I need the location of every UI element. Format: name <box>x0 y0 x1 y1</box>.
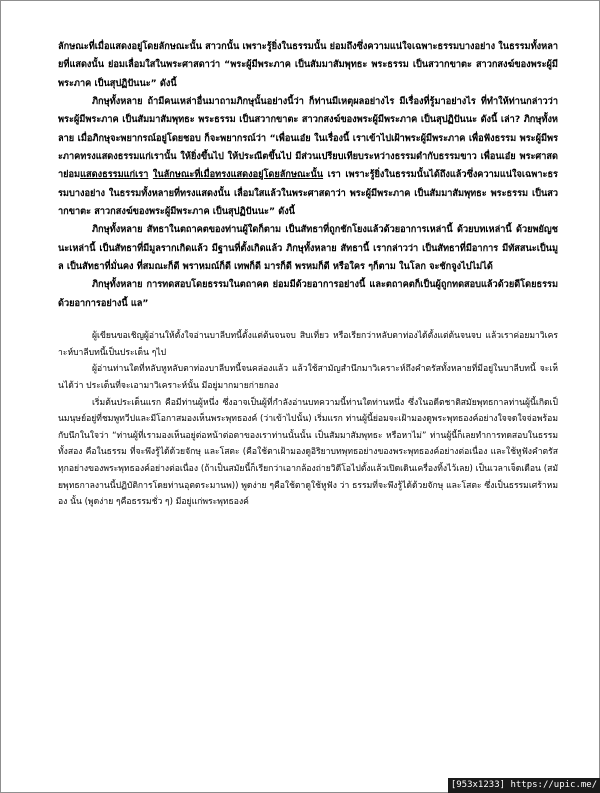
commentary-paragraph: ผู้อ่านท่านใดที่หลับหูหลับตาท่องบาลีบทนี้จนคล่องแล้ว แล้วใช้สามัญสำนึกมาวิเคราะห์ถึงคำตรัสทั้งหลายที่มีอยู่ในบาลีบทนี้ จะเห็นได้ว่า ประเด็นที่จะเอามาวิเคราะห์นั้น มีอยู่มากมายก่ายกอง <box>58 364 558 391</box>
paragraph-text: เรา เพราะรู้ยิ่งในธรรมนั้นได้ถึงแล้วซึ่งความแน่ใจเฉพาะธรรมบางอย่าง ในธรรมทั้งหลายที่ทรงแสดงนั้น เลื่อมใสแล้วในพระศาสดาว่า พระผู้มีพระภาค เป็นสัมมาสัมพุทธะ พระธรรม เป็นสวากขาตะ สาวกสงฆ์ของพระผู้มีพระภาค เป็นสุปฏิปันนะ” ดังนี้ <box>58 169 558 218</box>
paragraph: ลักษณะที่เมื่อแสดงอยู่โดยลักษณะนั้น สาวกนั้น เพราะรู้ยิ่งในธรรมนั้น ย่อมถึงซึ่งความแน่ใจเฉพาะธรรมบางอย่าง ในธรรมทั้งหลายที่แสดงนั้น ย่อมเลื่อมใสในพระศาสดาว่า “พระผู้มีพระภาค เป็นสัมมาสัมพุทธะ พระธรรม เป็นสวากขาตะ สาวกสงฆ์ของพระผู้มีพระภาค เป็นสุปฏิปันนะ” ดังนี้ <box>58 41 558 89</box>
paragraph: ภิกษุทั้งหลาย การทดสอบโดยธรรมในตถาคต ย่อมมีด้วยอาการอย่างนี้ และตถาคตก็เป็นผู้ถูกทดสอบแล้วด้วยดีโดยธรรม ด้วยอาการอย่างนี้ แล” <box>58 279 558 309</box>
document-body <box>58 38 558 511</box>
paragraph-text: ภิกษุทั้งหลาย ถ้ามีคนเหล่าอื่นมาถามภิกษุนั้นอย่างนี้ว่า ก็ท่านมีเหตุผลอย่างไร มีเรื่องที่รู้มาอย่างไร ที่ทำให้ท่านกล่าวว่า พระผู้มีพระภาค เป็นสัมมาสัมพุทธะ พระธรรม เป็นสวากขาตะ สาวกสงฆ์ของพระผู้มีพระภาค เป็นสุปฏิปันนะ ดังนี้ เล่า? ภิกษุทั้งหลาย เมื่อภิกษุจะพยากรณ์อยู่โดยชอบ ก็จะพยากรณ์ว่า “เพื่อนเอ๋ย ในเรื่องนี้ เราเข้าไปเฝ้าพระผู้มีพระภาค เพื่อฟังธรรม พระผู้มีพระภาคทรงแสดงธรรมแก่เรานั้น ให้ยิ่งขึ้นไป ให้ประณีตขึ้นไป มีส่วนเปรียบเทียบระหว่างธรรมดำกับธรรมขาว เพื่อนเอ๋ย พระศาสดาย่อม <box>58 96 558 181</box>
watermark-bar: [953x1233] https://upic.me/ <box>448 778 600 793</box>
commentary-paragraph: เริ่มต้นประเด็นแรก คือมีท่านผู้หนึ่ง ซึ่งอาจเป็นผู้ที่กำลังอ่านบทความนี้ท่านใดท่านหนึ่ง ซึ่งในอดีตชาติสมัยพุทธกาลท่านผู้นี้เกิดเป็นมนุษย์อยู่ที่ชมพูทวีปและมีโอกาสมองเห็นพระพุทธองค์ (ว่าเข้าไปนั้น) เริ่มแรก ท่านผู้นี้ย่อมจะเฝ้ามองดูพระพุทธองค์อย่างใจจดใจจ่อพร้อมกับนึกในใจว่า “ท่านผู้ที่เรามองเห็นอยู่ต่อหน้าต่อตาของเราท่านนั้นนั้น เป็นสัมมาสัมพุทธะ หรือหาไม่” ท่านผู้นี้ก็เลยทำการทดสอบในธรรมทั้งสอง คือในธรรม ที่จะพึงรู้ได้ด้วยจักษุ และโสตะ (คือใช้ตาเฝ้ามองดูอิริยาบทพุทธอย่างของพระพุทธองค์อย่างต่อเนื่อง และใช้หูฟังคำตรัสทุกอย่างของพระพุทธองค์อย่างต่อเนื่อง (ถ้าเป็นสมัยนี้ก็เรียกว่าเอากล้องถ่ายวิดีโอไปตั้งแล้วเปิดเดินเครื่องทิ้งไว้เลย) เป็นเวลาเจ็ดเดือน (สมัยพุทธกาลงานนี้ปฏิบัติการโดยท่านอุตตระมานพ)) พูดง่าย ๆคือใช้ตาดูใช้หูฟัง ว่า ธรรมที่จะพึงรู้ได้ด้วยจักษุ และโสตะ ซึ่งเป็นธรรมเศร้าหมอง นั้น (พูดง่าย ๆคือธรรมชั่ว ๆ) มีอยู่แก่พระพุทธองค์ <box>58 397 558 508</box>
paragraph: ภิกษุทั้งหลาย สัทธาในตถาคตของท่านผู้ใดก็ตาม เป็นสัทธาที่ถูกชักโยงแล้วด้วยอาการเหล่านี้ ด้วยบทเหล่านี้ ด้วยพยัญชนะเหล่านี้ เป็นสัทธาที่มีมูลรากเกิดแล้ว มีฐานที่ตั้งเกิดแล้ว ภิกษุทั้งหลาย สัทธานี้ เรากล่าวว่า เป็นสัทธาที่มีอาการ มีทัสสนะเป็นมูล เป็นสัทธาที่มั่นคง ที่สมณะก็ดี พราหมณ์ก็ดี เทพก็ดี มารก็ดี พรหมก็ดี หรือใคร ๆก็ตาม ในโลก จะชักจูงไปไม่ได้ <box>58 224 558 273</box>
commentary-paragraph: ผู้เขียนขอเชิญผู้อ่านให้ตั้งใจอ่านบาลีบทนี้ตั้งแต่ต้นจนจบ สิบเที่ยว หรือเรียกว่าหลับตาท่องได้ตั้งแต่ต้นจนจบ แล้วเราค่อยมาวิเคราะห์บาลีบทนี้เป็นประเด็น ๆไป <box>58 331 558 358</box>
spacer <box>58 313 558 328</box>
underlined-text: แสดงธรรมแก่เรา <box>80 169 149 181</box>
paragraph <box>58 93 558 221</box>
underlined-text: ในลักษณะที่เมื่อทรงแสดงอยู่โดยลักษณะนั้น <box>152 169 324 181</box>
